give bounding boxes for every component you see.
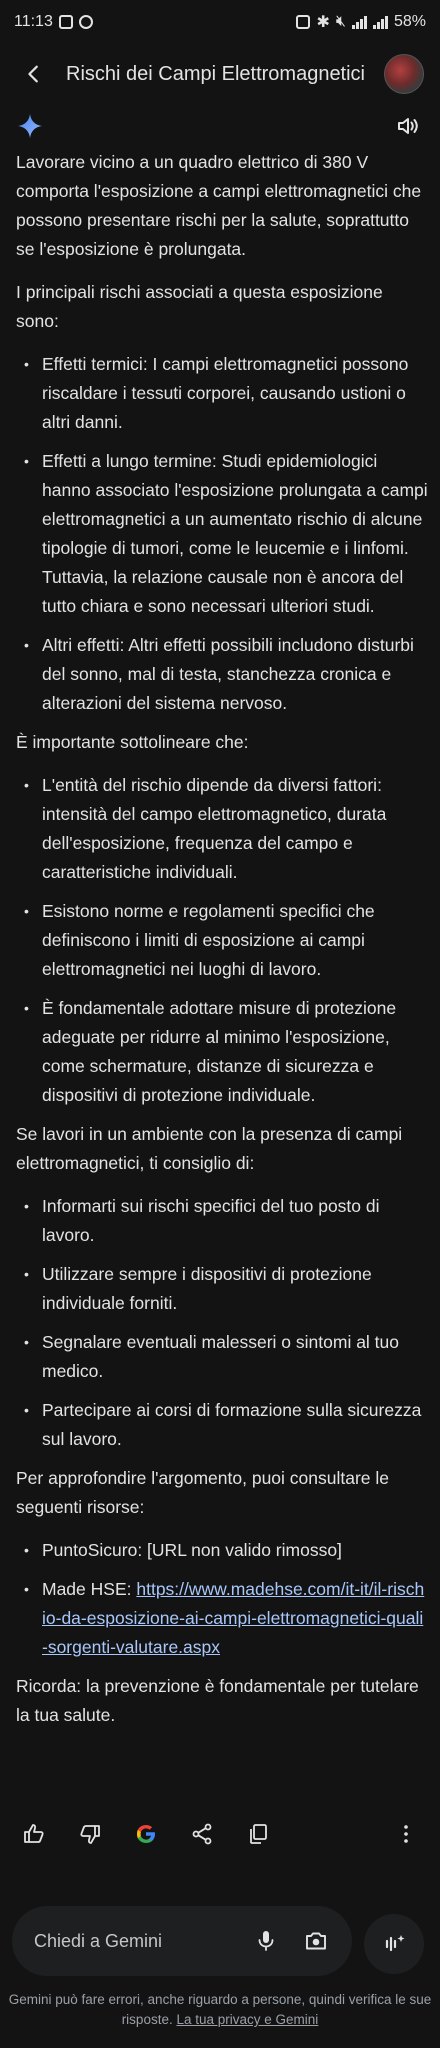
microphone-button[interactable] <box>246 1921 286 1961</box>
more-options-button[interactable] <box>388 1816 424 1852</box>
response-header <box>0 104 440 148</box>
important-list <box>16 771 428 1110</box>
list-item <box>16 1575 428 1662</box>
status-bar <box>0 0 440 44</box>
list-item: • L'entità del rischio dipende da diversi fattori: intensità del campo elettromagnetico, durata dell'esposizione, frequenza del campo e caratteristiche individuali. <box>16 771 428 887</box>
response-content <box>16 148 428 1744</box>
live-waveform-icon <box>381 1931 407 1957</box>
avatar[interactable] <box>384 54 424 94</box>
resource-label: PuntoSicuro: [URL non valido rimosso] <box>42 1540 342 1560</box>
list-item: • Effetti termici: I campi elettromagnetici possono riscaldare i tessuti corporei, causando ustioni o altri danni. <box>16 350 428 437</box>
share-icon <box>190 1822 214 1846</box>
speaker-icon[interactable] <box>394 112 422 140</box>
list-item: • Altri effetti: Altri effetti possibili includono disturbi del sonno, mal di testa, stanchezza cronica e alterazioni del sistema nervoso. <box>16 631 428 718</box>
alarm-icon <box>296 15 310 29</box>
share-button[interactable] <box>184 1816 220 1852</box>
app-bar <box>0 44 440 104</box>
page-title: Rischi dei Campi Elettromagnetici <box>66 62 366 85</box>
more-icon <box>394 1822 418 1846</box>
status-left <box>14 13 93 31</box>
closing-paragraph: Ricorda: la prevenzione è fondamentale per tutelare la tua salute. <box>16 1676 419 1725</box>
copy-icon <box>246 1822 270 1846</box>
camera-icon <box>303 1928 329 1954</box>
thumb-down-button[interactable] <box>72 1816 108 1852</box>
back-button[interactable] <box>16 56 52 92</box>
status-time: 11:13 <box>14 13 53 30</box>
intro-paragraph: Lavorare vicino a un quadro elettrico di 380 V comporta l'esposizione a campi elettromagnetici che possono presentare rischi per la salute, soprattutto se l'esposizione è prolungata. <box>16 152 422 259</box>
disclaimer-text: Gemini può fare errori, anche riguardo a persone, quindi verifica le sue risposte. <box>8 1992 432 2027</box>
live-button[interactable] <box>364 1914 424 1974</box>
bluetooth-icon: ✱ <box>316 14 330 31</box>
risks-list <box>16 350 428 718</box>
copy-button[interactable] <box>240 1816 276 1852</box>
footer-disclaimer <box>0 1990 440 2030</box>
list-item: • Partecipare ai corsi di formazione sulla sicurezza sul lavoro. <box>16 1396 428 1454</box>
list-item: • Effetti a lungo termine: Studi epidemiologici hanno associato l'esposizione prolungata a campi elettromagnetici a un aumentato rischio di alcune tipologie di tumori, come le leucemie e i linfomi. Tuttavia, la relazione causale non è ancora del tutto chiara e sono necessari ulteriori studi. <box>16 447 428 621</box>
list-item: • Esistono norme e regolamenti specifici che definiscono i limiti di esposizione ai campi elettromagnetici nei luoghi di lavoro. <box>16 897 428 984</box>
privacy-link[interactable]: La tua privacy e Gemini <box>176 2012 319 2027</box>
google-icon <box>133 1821 159 1847</box>
signal-2-icon <box>373 15 388 29</box>
resources-heading: Per approfondire l'argomento, puoi consultare le seguenti risorse: <box>16 1468 390 1517</box>
prompt-input-bar[interactable] <box>12 1906 352 1976</box>
list-item: • Informarti sui rischi specifici del tuo posto di lavoro. <box>16 1192 428 1250</box>
list-item <box>16 1536 428 1565</box>
resources-list <box>16 1536 428 1662</box>
whatsapp-notification-icon <box>79 15 93 29</box>
camera-button[interactable] <box>296 1921 336 1961</box>
google-check-button[interactable] <box>128 1816 164 1852</box>
thumb-down-icon <box>78 1822 102 1846</box>
important-heading: È importante sottolineare che: <box>16 732 249 752</box>
list-item: • Utilizzare sempre i dispositivi di protezione individuale forniti. <box>16 1260 428 1318</box>
gemini-spark-icon <box>16 112 44 140</box>
thumb-up-icon <box>22 1822 46 1846</box>
microphone-icon <box>254 1929 278 1953</box>
madehse-link[interactable]: https://www.madehse.com/it-it/il-rischio-da-esposizione-ai-campi-elettromagnetici-quali-sorgenti-valutare.aspx <box>42 1579 425 1657</box>
mute-icon: 🔇︎ <box>335 13 346 30</box>
prompt-input[interactable]: Chiedi a Gemini <box>34 1930 163 1951</box>
battery-percent: 58% <box>393 13 426 30</box>
signal-1-icon <box>352 15 367 29</box>
status-right <box>296 12 426 32</box>
gallery-notification-icon <box>59 15 73 29</box>
risks-heading: I principali rischi associati a questa esposizione sono: <box>16 282 383 331</box>
response-actions <box>16 1816 424 1852</box>
thumb-up-button[interactable] <box>16 1816 52 1852</box>
back-arrow-icon <box>23 63 45 85</box>
resource-label: Made HSE: <box>42 1579 137 1599</box>
list-item: • È fondamentale adottare misure di protezione adeguate per ridurre al minimo l'esposizione, come schermature, distanze di sicurezza e dispositivi di protezione individuale. <box>16 994 428 1110</box>
advice-list <box>16 1192 428 1454</box>
list-item: • Segnalare eventuali malesseri o sintomi al tuo medico. <box>16 1328 428 1386</box>
advice-heading: Se lavori in un ambiente con la presenza di campi elettromagnetici, ti consiglio di: <box>16 1124 403 1173</box>
